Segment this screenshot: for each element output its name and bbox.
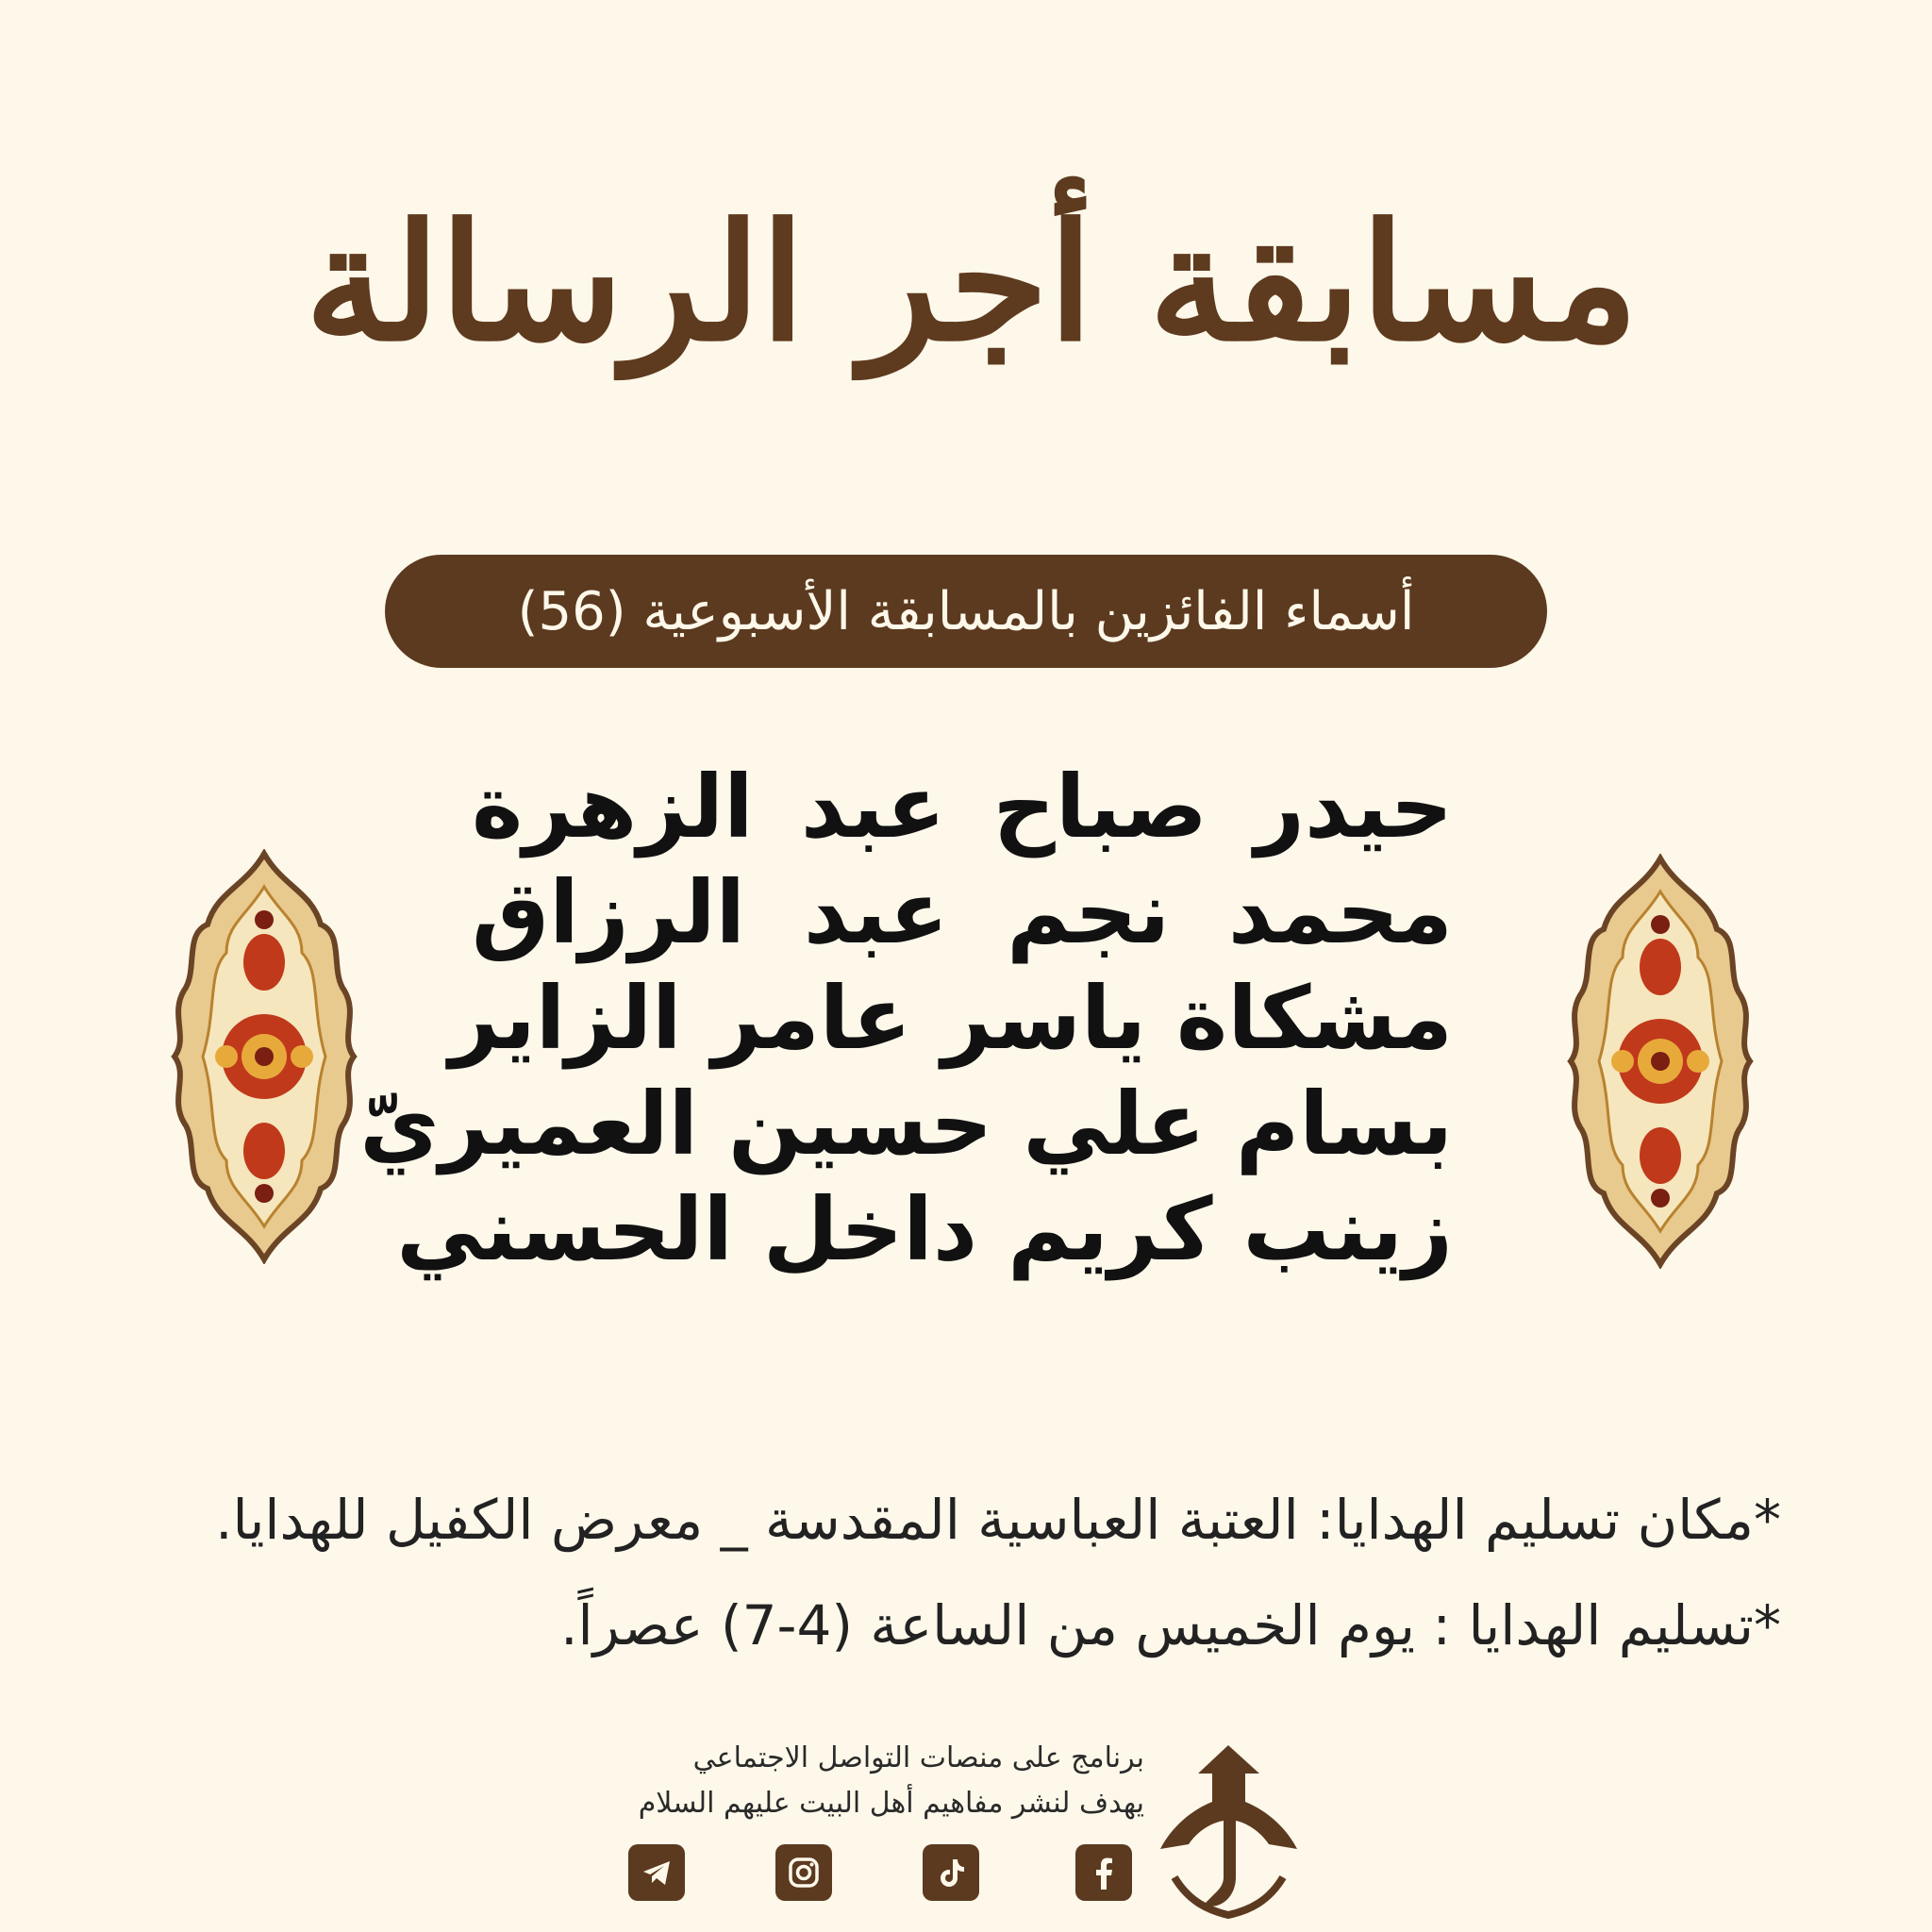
- footer-line-1: برنامج على منصات التواصل الاجتماعي: [692, 1741, 1144, 1774]
- facebook-icon[interactable]: [1075, 1844, 1132, 1901]
- page-title: مسابقة أجر الرسالة: [305, 189, 1639, 377]
- left-ornament: [170, 849, 358, 1264]
- banner-text: أسماء الفائزين بالمسابقة الأسبوعية (56): [517, 580, 1415, 642]
- telegram-icon[interactable]: [628, 1844, 685, 1901]
- right-ornament: [1566, 854, 1755, 1269]
- footer-description: [639, 1736, 1144, 1826]
- winners-banner: [385, 555, 1547, 668]
- tiktok-icon[interactable]: [923, 1844, 979, 1901]
- winner-name: حيدر صباح عبد الزهرة: [472, 757, 1453, 858]
- winner-name: زينب كريم داخل الحسني: [396, 1179, 1453, 1280]
- winner-name: مشكاة ياسر عامر الزاير: [448, 968, 1453, 1069]
- instagram-icon[interactable]: [775, 1844, 832, 1901]
- note-time: *تسليم الهدايا : يوم الخميس من الساعة (4-7) عصراً.: [560, 1593, 1781, 1657]
- notes: [215, 1467, 1781, 1678]
- winner-name: بسام علي حسين العميريّ: [359, 1074, 1453, 1174]
- winner-name: محمد نجم عبد الرزاق: [472, 862, 1453, 963]
- note-location: *مكان تسليم الهدايا: العتبة العباسية المقدسة _ معرض الكفيل للهدايا.: [215, 1488, 1781, 1552]
- footer-line-2: يهدف لنشر مفاهيم أهل البيت عليهم السلام: [638, 1787, 1144, 1820]
- program-logo: [1146, 1736, 1311, 1924]
- winners-list: [359, 755, 1453, 1283]
